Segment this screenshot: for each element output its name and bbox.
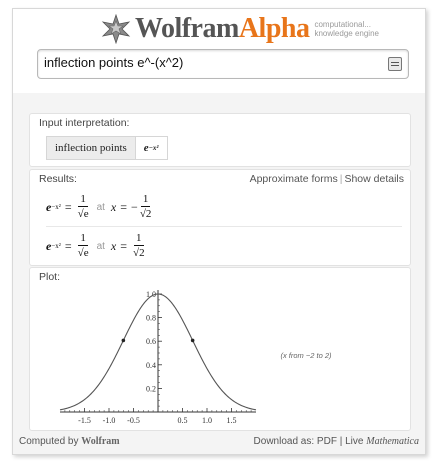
pod-title: Plot: [39,271,61,283]
fraction-numerator: 1 [80,232,86,244]
expr-base: e [143,142,149,154]
equals-sign: = [120,199,128,214]
at-label: at [96,240,105,252]
y-tick-label: 0.8 [146,313,156,323]
variable-x: x [110,238,117,253]
logo-wolfram-text: Wolfram [135,13,239,44]
interpretation-cell-expression [136,137,167,159]
logo-alpha-text: Alpha [238,13,310,44]
result-base: e [46,199,52,214]
fraction-denominator: √e [77,208,89,220]
minus-sign: − [131,199,138,214]
live-mathematica-link[interactable] [345,436,419,447]
pod-links [250,173,404,185]
show-details-link[interactable]: Show details [344,173,404,185]
pod-title: Results: [39,173,77,185]
plot-pod [29,267,411,431]
header [13,9,425,93]
fraction-denominator: √2 [133,247,145,259]
result-exponent: −x² [51,242,61,250]
x-tick-label: -1.0 [102,416,116,425]
y-tick-label: 0.4 [146,360,156,370]
tagline [314,20,379,38]
fraction-numerator: 1 [80,193,86,205]
search-input[interactable] [37,49,409,79]
plot-chart[interactable] [30,268,410,430]
x-fraction [133,232,145,260]
inflection-point-marker [191,339,195,343]
download-as-label: Download as: [253,436,315,447]
result-base: e [46,238,52,253]
x-fraction [140,193,152,221]
value-fraction [78,232,89,260]
x-tick-label: 0.5 [177,416,188,425]
input-interpretation-table [46,136,168,160]
equals-sign: = [64,238,72,253]
x-tick-label: -0.5 [127,416,140,425]
result-row [46,227,402,265]
link-separator: | [339,173,343,185]
interpretation-cell-function: inflection points [47,137,136,159]
search-submit-icon[interactable] [388,57,402,71]
value-fraction [78,193,89,221]
y-tick-label: 0.2 [146,384,156,394]
wolframalpha-logo[interactable] [101,11,379,47]
computed-by-label: Computed by [19,436,79,447]
pod-title: Input interpretation: [39,117,130,129]
inflection-point-marker [122,339,126,343]
tagline-line2: knowledge engine [314,29,379,38]
y-tick-label: 1.0 [146,290,156,299]
search-query-text[interactable]: inflection points e^-(x^2) [44,55,184,70]
x-tick-label: 1.5 [226,416,237,425]
computed-by-wolfram-link[interactable]: Wolfram [81,436,120,447]
equals-sign: = [120,238,128,253]
mathematica-label: Mathematica [366,436,419,447]
y-tick-label: 0.6 [146,337,156,347]
fraction-denominator: √e [77,247,89,259]
approximate-forms-link[interactable]: Approximate forms [249,173,338,185]
wolframalpha-window [12,8,426,455]
x-tick-label: 1.0 [202,416,212,425]
x-tick-label: -1.5 [78,416,91,425]
fraction-numerator: 1 [136,232,142,244]
equals-sign: = [64,199,72,214]
fraction-denominator: √2 [139,208,152,220]
result-exponent: −x² [51,203,61,211]
spikey-logo-icon [101,14,131,44]
download-links [254,436,419,447]
at-label: at [96,201,105,213]
computed-by [19,436,120,447]
tagline-line1: computational... [314,20,371,29]
results-pod [29,169,411,266]
result-row [46,188,402,227]
fraction-numerator: 1 [142,193,149,205]
footer [13,429,425,453]
pdf-link[interactable]: PDF [316,436,337,447]
live-label: Live [345,436,364,447]
expr-exponent: −x² [148,144,159,152]
link-separator: | [339,436,343,447]
variable-x: x [110,199,117,214]
plot-range-note: (x from −2 to 2) [280,351,332,360]
input-interpretation-pod [29,113,411,167]
